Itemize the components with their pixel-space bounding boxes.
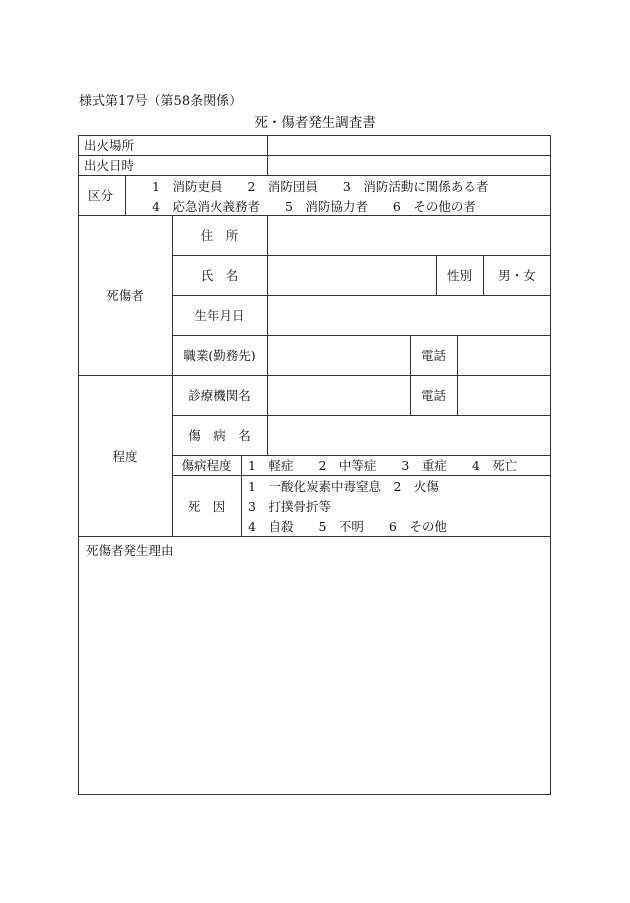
cause-options-line3: 4 自殺 5 不明 6 その他 bbox=[248, 519, 447, 534]
occupation-label: 職業(勤務先) bbox=[183, 348, 256, 363]
document-title: 死・傷者発生調査書 bbox=[254, 115, 376, 131]
divider bbox=[78, 536, 551, 537]
cause-options-line1: 1 一酸化炭素中毒窒息 2 火傷 bbox=[248, 479, 439, 494]
severity-label: 程度 bbox=[112, 448, 138, 464]
divider bbox=[457, 335, 458, 415]
fire-datetime-label: 出火日時 bbox=[84, 158, 135, 173]
form-number: 様式第17号（第58条関係） bbox=[79, 94, 243, 109]
clinic-label: 診療機関名 bbox=[188, 388, 251, 403]
divider bbox=[125, 175, 126, 215]
phone-label: 電話 bbox=[420, 348, 446, 363]
dob-label: 生年月日 bbox=[194, 308, 245, 323]
cause-options-line2: 3 打撲骨折等 bbox=[248, 499, 331, 514]
fire-location-label: 出火場所 bbox=[84, 138, 135, 153]
name-label: 氏 名 bbox=[200, 268, 239, 283]
clinic-phone-label: 電話 bbox=[420, 388, 446, 403]
reason-label: 死傷者発生理由 bbox=[86, 543, 174, 558]
casualty-label: 死傷者 bbox=[106, 288, 144, 303]
injury-name-label: 傷 病 名 bbox=[188, 428, 251, 443]
sex-label: 性別 bbox=[446, 268, 472, 283]
divider bbox=[267, 135, 268, 175]
injury-degree-label: 傷病程度 bbox=[181, 458, 232, 473]
category-label: 区分 bbox=[88, 188, 114, 203]
divider bbox=[267, 215, 268, 455]
divider bbox=[78, 155, 551, 156]
divider bbox=[78, 175, 551, 176]
cause-of-death-label: 死 因 bbox=[187, 498, 226, 514]
category-options-line1: 1 消防吏員 2 消防団員 3 消防活動に関係ある者 bbox=[152, 179, 489, 194]
category-options-line2: 4 応急消火義務者 5 消防協力者 6 その他の者 bbox=[152, 199, 476, 214]
divider bbox=[241, 455, 242, 536]
injury-degree-options: 1 軽症 2 中等症 3 重症 4 死亡 bbox=[248, 458, 518, 473]
address-label: 住 所 bbox=[200, 228, 239, 243]
sex-value: 男・女 bbox=[498, 268, 536, 283]
